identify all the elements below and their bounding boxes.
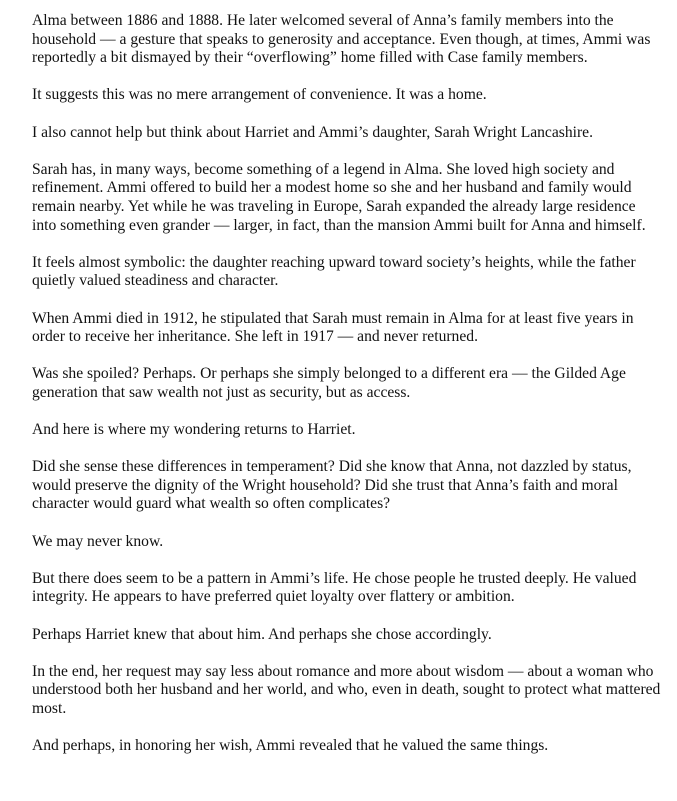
paragraph-13: In the end, her request may say less about romance and more about wisdom — about a woman who understood both her husband and her world, and who, even in death, sought to protect what mattered most.	[32, 662, 661, 717]
paragraph-6: When Ammi died in 1912, he stipulated that Sarah must remain in Alma for at least five years in order to receive her inheritance. She left in 1917 — and never returned.	[32, 309, 634, 346]
paragraph-12: Perhaps Harriet knew that about him. And perhaps she chose accordingly.	[32, 625, 492, 643]
paragraph-2: It suggests this was no mere arrangement of convenience. It was a home.	[32, 86, 487, 104]
document-body	[32, 12, 662, 756]
paragraph-7: Was she spoiled? Perhaps. Or perhaps she simply belonged to a different era — the Gilded Age generation that saw wealth not just as security, but as access.	[32, 365, 626, 401]
paragraph-3: I also cannot help but think about Harriet and Ammi’s daughter, Sarah Wright Lancashire.	[32, 123, 593, 141]
paragraph-9: Did she sense these differences in temperament? Did she know that Anna, not dazzled by status, would preserve the dignity of the Wright household? Did she trust that Anna’s faith and moral character would guard what wealth so often complicates?	[32, 458, 632, 513]
paragraph-1: Alma between 1886 and 1888. He later welcomed several of Anna’s family members into the household — a gesture that speaks to generosity and acceptance. Even though, at times, Ammi was reportedly a bit dismayed by their “overflowing” home filled with Case family members.	[32, 12, 651, 67]
paragraph-5: It feels almost symbolic: the daughter reaching upward toward society’s heights, while the father quietly valued steadiness and character.	[32, 253, 636, 290]
paragraph-8: And here is where my wondering returns to Harriet.	[32, 421, 356, 439]
paragraph-4: Sarah has, in many ways, become something of a legend in Alma. She loved high society and refinement. Ammi offered to build her a modest home so she and her husband and family would remain nearby. Yet while he was traveling in Europe, Sarah expanded the already large residence into something even grander — larger, in fact, than the mansion Ammi built for Anna and himself.	[32, 160, 646, 234]
paragraph-14: And perhaps, in honoring her wish, Ammi revealed that he valued the same things.	[32, 737, 549, 755]
paragraph-10: We may never know.	[32, 532, 164, 550]
paragraph-11: But there does seem to be a pattern in Ammi’s life. He chose people he trusted deeply. He valued integrity. He appears to have preferred quiet loyalty over flattery or ambition.	[32, 569, 637, 606]
